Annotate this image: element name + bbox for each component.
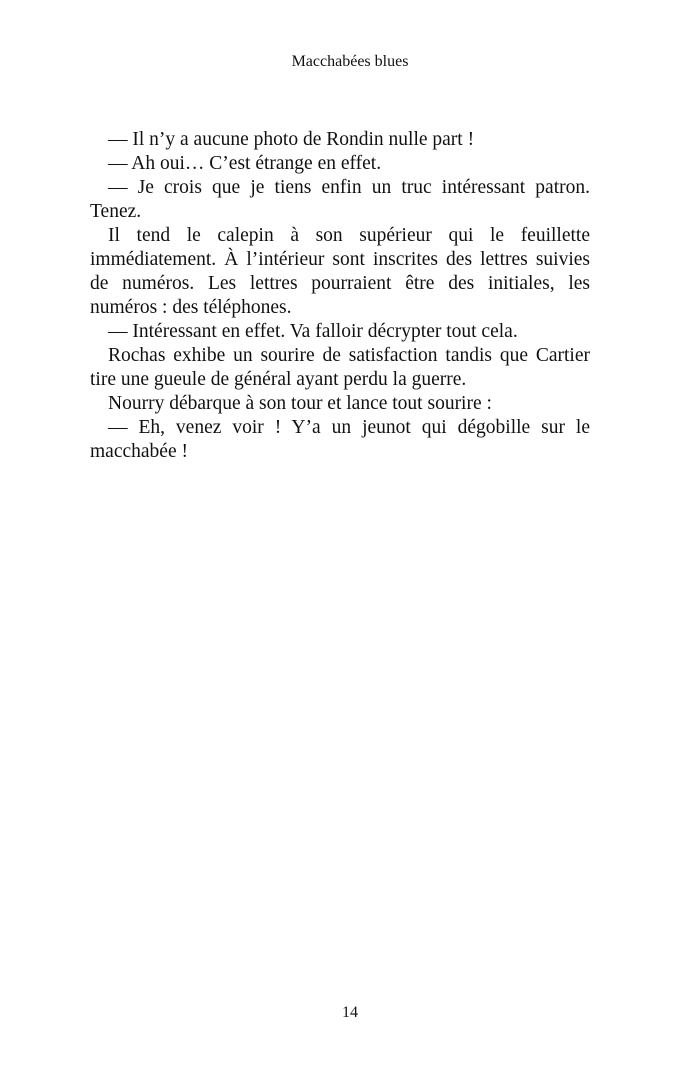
paragraph: — Il n’y a aucune photo de Rondin nulle part ! [108,129,475,150]
paragraph: — Eh, venez voir ! Y’a un jeunot qui dégobille sur le macchabée ! [90,417,590,462]
body-text [90,128,590,464]
running-header: Macchabées blues [291,53,409,70]
paragraph: — Intéressant en effet. Va falloir décrypter tout cela. [108,321,518,342]
paragraph: Rochas exhibe un sourire de satisfaction tandis que Cartier tire une gueule de général ayant perdu la guerre. [90,345,590,390]
paragraph: Il tend le calepin à son supérieur qui le feuillette immédiatement. À l’intérieur sont inscrites des lettres suivies de numéros. Les lettres pourraient être des initiales, les numéros : des téléphones. [90,225,590,318]
paragraph: — Ah oui… C’est étrange en effet. [108,153,382,174]
paragraph: Nourry débarque à son tour et lance tout sourire : [108,393,492,414]
page-number: 14 [342,1004,358,1021]
paragraph: — Je crois que je tiens enfin un truc intéressant patron. Tenez. [90,177,590,222]
